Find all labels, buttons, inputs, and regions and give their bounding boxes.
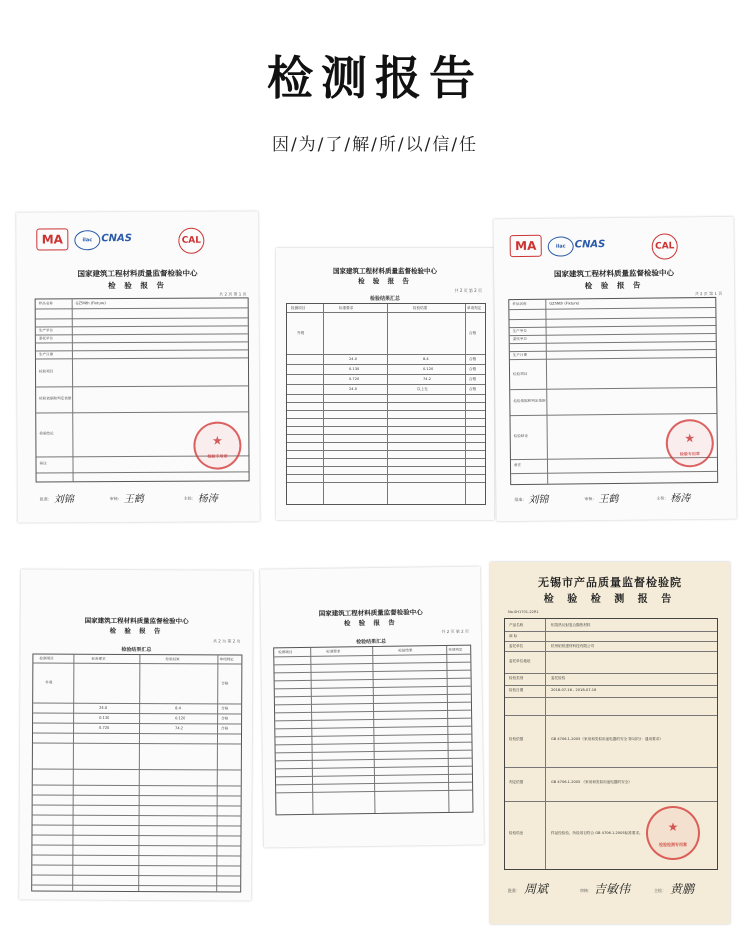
row-c-result: 74.2: [175, 726, 184, 731]
page-title: 检测报告: [267, 51, 483, 105]
summary-header: 检验结果汇总: [356, 638, 387, 646]
row-d-verdict: 合格: [469, 387, 477, 391]
summary-header: 检验结果汇总: [121, 646, 152, 654]
row-c-verdict: 合格: [469, 377, 477, 381]
summary-table: [31, 653, 242, 892]
cal-logo-icon: CAL: [652, 233, 678, 259]
row-b-verdict: 合格: [469, 367, 477, 371]
appearance-verdict: 合格: [469, 331, 477, 335]
logo-row: [36, 226, 216, 261]
trademark-label: 商 标: [509, 634, 518, 638]
client-address-label: 委托单位地址: [509, 659, 531, 663]
tester-signature: 杨涛: [670, 493, 691, 505]
sample-name-value: GZ5Nth (Fixture): [549, 301, 580, 306]
report-title: 检 验 报 告: [358, 277, 412, 285]
tester-signature: 杨涛: [197, 493, 218, 505]
appearance-label: 外观: [297, 331, 305, 335]
sample-name-value: GZ5Nth (Fixture): [75, 301, 106, 306]
inspection-stamp: ★ 检验专用章: [193, 421, 241, 469]
col-verdict-header: 单项判定: [219, 657, 234, 662]
page-number: 共 2 页 第 1 页: [694, 290, 723, 297]
page-number: 共 2 页 第 2 页: [213, 638, 241, 644]
report-number: No.SH1701-22R1: [508, 610, 539, 614]
row-c-requirement: 0.720: [349, 377, 360, 381]
report-title: 检 验 报 告: [108, 280, 168, 291]
review-label: 审核：: [584, 496, 597, 502]
summary-table: [286, 303, 486, 505]
conclusion-label: 检验结论: [509, 831, 524, 835]
row-d-result: 以上无: [417, 387, 428, 391]
inspection-type-label: 检验类别: [509, 676, 524, 680]
manufacturer-label: 生产单位: [512, 328, 527, 334]
date-label: 生产日期: [512, 352, 528, 358]
report-title: 检 验 报 告: [343, 618, 398, 628]
report-org: 国家建筑工程材料质量监督检验中心: [333, 267, 437, 275]
col-requirement-header: 标准要求: [91, 656, 106, 661]
remarks-label: 备注: [513, 462, 522, 468]
row-a-requirement: 24.0: [99, 705, 108, 710]
conclusion-value: 样品经检验，所检项目符合 GB 4706.1-2005标准要求。: [551, 831, 643, 835]
approve-label: 批准：: [514, 496, 527, 503]
manufacturer-label: 生产单位: [38, 328, 54, 333]
conclusion-label: 检验结论: [39, 431, 54, 436]
page-number: 共 2 页 第 2 页: [441, 628, 469, 635]
page-subtitle: 因/为/了/解/所/以/信/任: [271, 135, 479, 155]
report-page-1: [16, 211, 260, 522]
client-label: 委托单位: [38, 336, 54, 341]
col-requirement-header: 标准要求: [326, 649, 341, 654]
reviewer-signature: 王鹤: [123, 493, 144, 506]
ilac-logo-icon: ilac: [74, 230, 100, 250]
row-a-verdict: 合格: [469, 357, 477, 361]
remarks-label: 备注: [39, 461, 47, 466]
summary-header: 检验结果汇总: [369, 296, 400, 302]
approver-signature: 周斌: [524, 882, 549, 896]
approver-signature: 刘锦: [528, 494, 549, 506]
standard-label: 检验依据和判定依据: [513, 398, 546, 404]
standard-label: 检验依据和判定依据: [39, 396, 72, 401]
cnas-logo-icon: CNAS: [101, 233, 133, 245]
standard-value: GB 4706.1-2005 《家用和类似用途电器的安全》: [551, 780, 632, 784]
date-label: 生产日期: [38, 352, 54, 357]
col-verdict-header: 单项判定: [467, 306, 482, 310]
cnas-logo-icon: CNAS: [574, 239, 606, 251]
items-label: 检验项目: [39, 369, 54, 374]
row-b-requirement: 0.130: [349, 367, 360, 371]
col-requirement-header: 标准要求: [339, 306, 354, 310]
reviewer-signature: 王鹤: [598, 493, 619, 506]
wuxi-report-title: 检 验 检 测 报 告: [543, 594, 677, 605]
basis-label: 检验依据: [509, 737, 524, 741]
report-org: 国家建筑工程材料质量监督检验中心: [553, 268, 675, 279]
tester-signature: 黄鹏: [670, 882, 695, 896]
test-label: 主检：: [654, 888, 666, 893]
row-a-result: 8.4: [175, 706, 181, 711]
inspection-type-value: 委托检验: [551, 676, 566, 680]
col-result-header: 检验结果: [413, 306, 428, 310]
row-b-verdict: 合格: [221, 716, 229, 721]
approve-label: 批准：: [508, 888, 520, 893]
col-verdict-header: 单项判定: [448, 647, 463, 652]
logo-row: [510, 231, 690, 267]
inspection-date-value: 2018-07-16 - 2018-07-18: [551, 688, 597, 692]
cal-logo-icon: CAL: [178, 228, 204, 254]
test-label: 主检：: [656, 495, 669, 501]
row-a-result: 8.4: [423, 357, 429, 361]
product-value: 铝箔热反射复合隔热材料: [551, 623, 591, 627]
basis-value: GB 4706.1-2005《家用和类似用途电器的安全 第1部分：通用要求》: [551, 737, 663, 741]
test-label: 主检：: [183, 495, 196, 501]
row-c-requirement: 0.720: [99, 725, 110, 730]
inspection-stamp: ★ 检验专用章: [666, 419, 715, 468]
col-result-header: 检验结果: [165, 657, 180, 662]
sample-name-label: 样品名称: [512, 301, 527, 307]
col-result-header: 检验结果: [398, 648, 413, 653]
report-page-5: [260, 566, 484, 847]
conclusion-label: 检验结论: [513, 433, 529, 439]
row-b-result: 0.120: [175, 716, 186, 721]
inspection-date-label: 检验日期: [509, 688, 524, 692]
row-a-verdict: 合格: [221, 706, 229, 711]
cma-logo-icon: MA: [36, 228, 68, 250]
row-c-verdict: 合格: [221, 726, 229, 731]
review-label: 审核：: [109, 496, 122, 502]
ilac-logo-icon: ilac: [548, 236, 574, 256]
review-label: 审核：: [580, 888, 592, 893]
report-org: 国家建筑工程材料质量监督检验中心: [318, 608, 423, 618]
sample-name-label: 样品名称: [38, 301, 54, 306]
page-number: 共 2 页 第 2 页: [454, 288, 482, 293]
report-org: 国家建筑工程材料质量监督检验中心: [77, 268, 198, 279]
wuxi-institute-title: 无锡市产品质量监督检验院: [538, 576, 682, 589]
client-value: 杭州铂恒建材科技有限公司: [551, 644, 595, 648]
reviewer-signature: 吉敏伟: [594, 882, 631, 896]
page-number: 共 2 页 第 1 页: [219, 291, 247, 297]
wuxi-official-stamp: ★ 检验检测专用章: [646, 806, 700, 860]
row-a-requirement: 24.0: [349, 357, 358, 361]
row-b-result: 0.120: [423, 367, 434, 371]
appearance-label: 外观: [45, 680, 53, 685]
report-org: 国家建筑工程材料质量监督检验中心: [84, 616, 189, 626]
report-page-4: [19, 569, 253, 900]
summary-table: [273, 645, 473, 816]
standard-label: 判定依据: [509, 780, 524, 784]
report-title: 检 验 报 告: [584, 280, 644, 291]
appearance-verdict: 合格: [221, 681, 229, 686]
cma-logo-icon: MA: [510, 235, 542, 257]
approve-label: 批准：: [39, 496, 52, 502]
report-title: 检 验 报 告: [109, 626, 164, 636]
client-label: 委托单位: [512, 336, 528, 342]
row-c-result: 74.2: [423, 377, 432, 381]
product-label: 产品名称: [509, 623, 524, 627]
report-page-3: [493, 217, 736, 521]
items-label: 检验项目: [513, 371, 528, 377]
row-d-requirement: 24.0: [349, 387, 358, 391]
report-page-2: [276, 248, 494, 520]
col-item-header: 检测项目: [39, 656, 54, 661]
client-label: 委托单位: [509, 644, 524, 648]
col-item-header: 检测项目: [291, 306, 306, 310]
report-page-6: [490, 562, 730, 924]
col-item-header: 检测项目: [278, 650, 293, 655]
approver-signature: 刘锦: [53, 494, 74, 506]
row-b-requirement: 0.130: [99, 715, 110, 720]
